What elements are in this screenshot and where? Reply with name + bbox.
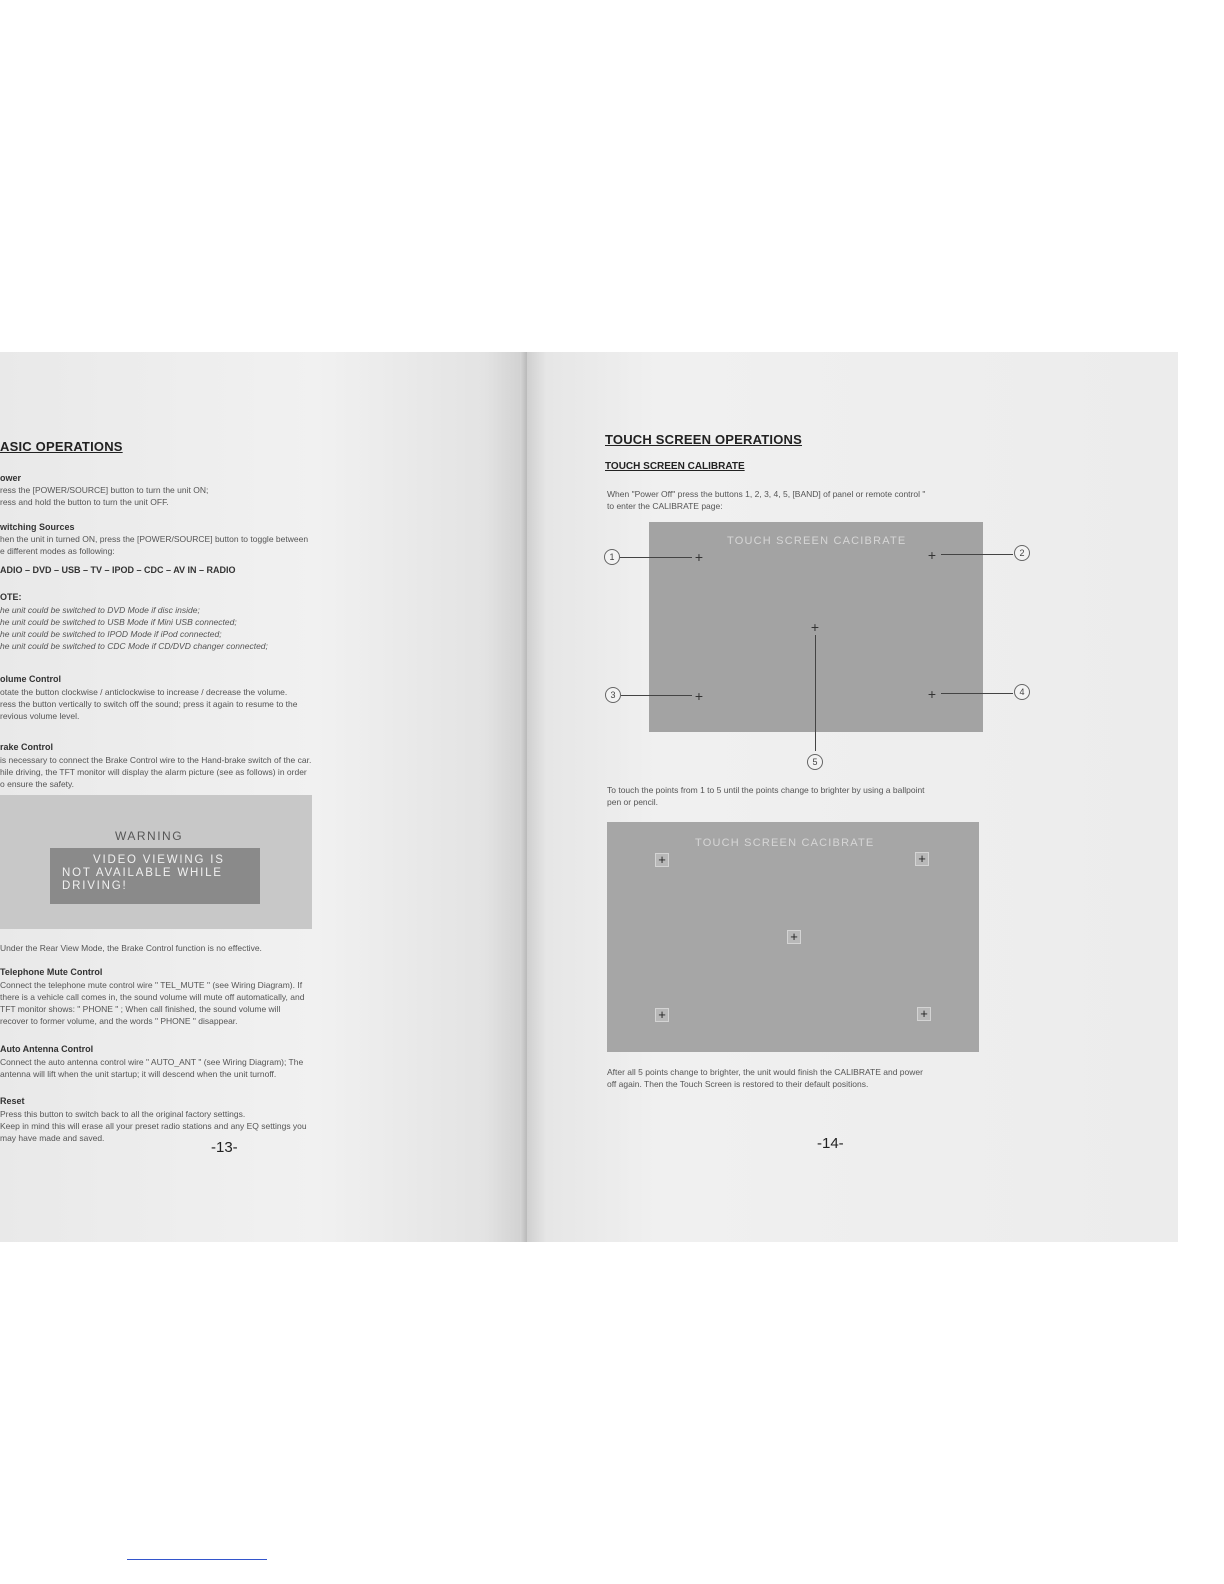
note-line: he unit could be switched to IPOD Mode if iPod connected;	[0, 629, 222, 639]
bright-point-3: +	[655, 1008, 669, 1022]
warning-title: WARNING	[115, 829, 184, 843]
warning-line: DRIVING!	[62, 880, 128, 892]
body-text: e different modes as following:	[0, 546, 115, 556]
body-text: revious volume level.	[0, 711, 80, 721]
page-number: -13-	[211, 1139, 238, 1156]
page-title: ASIC OPERATIONS	[0, 439, 123, 454]
body-text: After all 5 points change to brighter, the unit would finish the CALIBRATE and power	[607, 1067, 923, 1077]
body-text: to enter the CALIBRATE page:	[607, 501, 723, 511]
body-text: off again. Then the Touch Screen is restored to their default positions.	[607, 1079, 869, 1089]
section-heading-volume: olume Control	[0, 674, 61, 684]
body-text: Connect the telephone mute control wire " TEL_MUTE " (see Wiring Diagram). If	[0, 980, 303, 990]
warning-line: NOT AVAILABLE WHILE	[62, 867, 223, 879]
section-heading-power: ower	[0, 473, 22, 483]
leader-line	[815, 635, 816, 751]
body-text: antenna will lift when the unit startup; it will descend when the unit turnoff.	[0, 1069, 277, 1079]
body-text: Connect the auto antenna control wire " AUTO_ANT " (see Wiring Diagram); The	[0, 1057, 304, 1067]
note-line: he unit could be switched to DVD Mode if disc inside;	[0, 605, 200, 615]
section-heading-reset: Reset	[0, 1096, 25, 1106]
section-heading-note: OTE:	[0, 592, 22, 602]
section-subtitle: TOUCH SCREEN CALIBRATE	[605, 461, 745, 472]
page-14	[527, 352, 1178, 1242]
page-13	[0, 352, 527, 1242]
body-text: Keep in mind this will erase all your preset radio stations and any EQ settings you	[0, 1121, 307, 1131]
section-heading-antenna: Auto Antenna Control	[0, 1044, 94, 1054]
body-text: hen the unit in turned ON, press the [POWER/SOURCE] button to toggle between	[0, 534, 309, 544]
body-text: o ensure the safety.	[0, 779, 75, 789]
target-point-5: +	[810, 619, 820, 635]
callout-2: 2	[1014, 545, 1030, 561]
section-heading-switching: witching Sources	[0, 522, 75, 532]
callout-5: 5	[807, 754, 823, 770]
leader-line	[620, 557, 692, 558]
section-heading-tel-mute: Telephone Mute Control	[0, 967, 103, 977]
screen-title: TOUCH SCREEN CACIBRATE	[695, 837, 875, 849]
note-line: he unit could be switched to USB Mode if Mini USB connected;	[0, 617, 237, 627]
body-text: otate the button clockwise / anticlockwise to increase / decrease the volume.	[0, 687, 288, 697]
body-text: may have made and saved.	[0, 1133, 105, 1143]
body-text: ress the [POWER/SOURCE] button to turn the unit ON;	[0, 485, 209, 495]
mode-sequence: ADIO – DVD – USB – TV – IPOD – CDC – AV IN – RADIO	[0, 565, 236, 575]
bright-point-5: +	[787, 930, 801, 944]
target-point-4: +	[927, 686, 937, 702]
note-line: he unit could be switched to CDC Mode if CD/DVD changer connected;	[0, 641, 268, 651]
bright-point-1: +	[655, 853, 669, 867]
section-heading-brake: rake Control	[0, 742, 54, 752]
target-point-1: +	[694, 549, 704, 565]
page-number: -14-	[817, 1135, 844, 1152]
bright-point-2: +	[915, 852, 929, 866]
body-text: hile driving, the TFT monitor will display the alarm picture (see as follows) in order	[0, 767, 307, 777]
callout-3: 3	[605, 687, 621, 703]
body-text: recover to former volume, and the words " PHONE " disappear.	[0, 1016, 238, 1026]
callout-1: 1	[604, 549, 620, 565]
leader-line	[621, 695, 692, 696]
leader-line	[941, 554, 1013, 555]
body-text: ress the button vertically to switch off the sound; press it again to resume to the	[0, 699, 298, 709]
body-text: Under the Rear View Mode, the Brake Control function is no effective.	[0, 943, 262, 953]
page-title: TOUCH SCREEN OPERATIONS	[605, 432, 802, 447]
body-text: ress and hold the button to turn the unit OFF.	[0, 497, 169, 507]
body-text: is necessary to connect the Brake Control wire to the Hand-brake switch of the car.	[0, 755, 312, 765]
manual-spread	[0, 352, 1178, 1242]
leader-line	[941, 693, 1013, 694]
body-text: To touch the points from 1 to 5 until the points change to brighter by using a ballpoint	[607, 785, 925, 795]
body-text: pen or pencil.	[607, 797, 659, 807]
body-text: there is a vehicle call comes in, the sound volume will mute off automatically, and	[0, 992, 305, 1002]
screen-title: TOUCH SCREEN CACIBRATE	[727, 535, 907, 547]
body-text: When "Power Off" press the buttons 1, 2, 3, 4, 5, [BAND] of panel or remote control "	[607, 489, 926, 499]
blue-underline-mark	[127, 1559, 267, 1560]
body-text: TFT monitor shows: " PHONE " ; When call finished, the sound volume will	[0, 1004, 281, 1014]
warning-line: VIDEO VIEWING IS	[93, 854, 225, 866]
body-text: Press this button to switch back to all the original factory settings.	[0, 1109, 246, 1119]
callout-4: 4	[1014, 684, 1030, 700]
target-point-3: +	[694, 688, 704, 704]
bright-point-4: +	[917, 1007, 931, 1021]
target-point-2: +	[927, 547, 937, 563]
